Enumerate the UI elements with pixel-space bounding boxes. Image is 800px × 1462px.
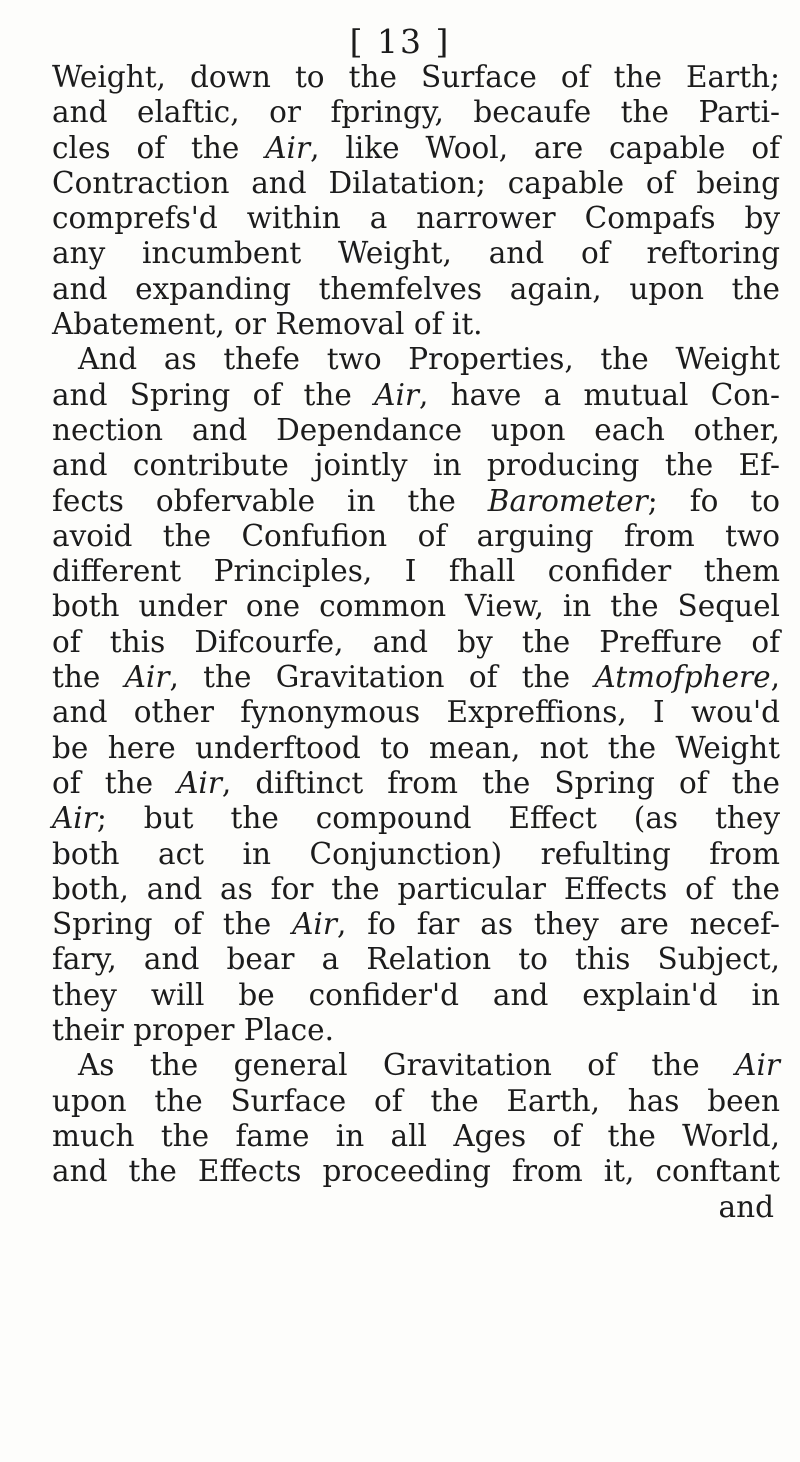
- text-run: they will be confider'd and explain'd in: [52, 977, 780, 1012]
- text-line: [52, 95, 780, 130]
- text-line: [52, 872, 780, 907]
- italic-term: Barometer: [487, 483, 648, 518]
- text-run: and expanding themfelves again, upon the: [52, 271, 780, 306]
- text-line: [52, 131, 780, 166]
- text-run: Weight, down to the Surface of the Earth;: [52, 60, 780, 94]
- text-run: of the: [52, 765, 178, 800]
- italic-term: Air: [735, 1048, 780, 1083]
- text-run: , have a mutual Con-: [419, 377, 780, 412]
- text-run: nection and Dependance upon each other,: [52, 412, 780, 447]
- text-run: any incumbent Weight, and of reftoring: [52, 236, 780, 271]
- text-run: different Principles, I fhall confider them: [52, 554, 780, 589]
- text-line: [52, 625, 780, 660]
- text-line: [52, 942, 780, 977]
- text-line: [52, 1013, 780, 1048]
- italic-term: Air: [124, 660, 170, 695]
- body-text: [52, 60, 780, 1225]
- text-run: and: [718, 1189, 774, 1224]
- text-run: be here underftood to mean, not the Weight: [52, 730, 780, 765]
- text-line: [52, 978, 780, 1013]
- text-line: [52, 907, 780, 942]
- page-number: [ 13 ]: [349, 22, 451, 61]
- text-line: [52, 519, 780, 554]
- text-line: [52, 448, 780, 483]
- text-run: and other fynonymous Expreffions, I wou'd: [52, 695, 780, 730]
- text-run: , like Wool, are capable of: [310, 130, 780, 165]
- text-line: [52, 272, 780, 307]
- text-run: the: [52, 660, 125, 695]
- italic-term: Air: [374, 377, 419, 412]
- italic-term: Atmofphere: [594, 660, 771, 695]
- italic-term: Air: [52, 801, 97, 836]
- text-line: [52, 166, 780, 201]
- text-run: and Spring of the: [52, 377, 375, 412]
- text-line: [52, 766, 780, 801]
- text-run: upon the Surface of the Earth, has been: [52, 1083, 780, 1118]
- text-run: ; fo to: [647, 483, 780, 518]
- text-run: ,: [770, 660, 780, 695]
- text-line: [52, 484, 780, 519]
- text-line: [52, 201, 780, 236]
- text-run: Spring of the: [52, 907, 293, 942]
- text-line: [52, 1154, 780, 1189]
- catchword: [52, 1190, 780, 1225]
- text-run: As the general Gravitation of the: [78, 1048, 736, 1083]
- text-run: ; but the compound Effect (as they: [96, 801, 780, 836]
- text-run: , diftinct from the Spring of the: [221, 765, 780, 800]
- text-run: , the Gravitation of the: [169, 660, 595, 695]
- text-line: [52, 695, 780, 730]
- text-line: [52, 589, 780, 624]
- text-run: and contribute jointly in producing the Ef-: [52, 448, 780, 483]
- text-run: much the fame in all Ages of the World,: [52, 1118, 780, 1153]
- text-line: [52, 554, 780, 589]
- italic-term: Air: [292, 907, 337, 942]
- text-run: of this Difcourfe, and by the Preffure of: [52, 624, 780, 659]
- text-line: [52, 413, 780, 448]
- text-line: [52, 837, 780, 872]
- text-line: [52, 307, 780, 342]
- text-run: both under one common View, in the Sequel: [52, 589, 780, 624]
- text-run: And as thefe two Properties, the Weight: [78, 342, 780, 377]
- text-line: [52, 378, 780, 413]
- text-run: both, and as for the particular Effects of the: [52, 871, 780, 906]
- text-run: Abatement, or Removal of it.: [52, 307, 483, 342]
- text-run: avoid the Confufion of arguing from two: [52, 518, 780, 553]
- text-run: , fo far as they are necef-: [336, 907, 780, 942]
- italic-term: Air: [177, 765, 222, 800]
- text-run: cles of the: [52, 130, 266, 165]
- text-line: [52, 801, 780, 836]
- italic-term: Air: [265, 130, 311, 165]
- text-run: comprefs'd within a narrower Compafs by: [52, 201, 780, 236]
- text-run: and elaftic, or fpringy, becaufe the Parti-: [52, 95, 780, 130]
- text-run: and the Effects proceeding from it, conftant: [52, 1154, 780, 1189]
- text-line: [52, 60, 780, 95]
- text-run: both act in Conjunction) refulting from: [52, 836, 780, 871]
- text-line: [52, 236, 780, 271]
- text-line: [52, 1084, 780, 1119]
- text-line: [52, 342, 780, 377]
- text-line: [52, 660, 780, 695]
- text-run: their proper Place.: [52, 1013, 335, 1048]
- text-line: [52, 1048, 780, 1083]
- text-run: fects obfervable in the: [52, 483, 488, 518]
- text-run: Contraction and Dilatation; capable of being: [52, 165, 780, 200]
- text-run: fary, and bear a Relation to this Subject,: [52, 942, 780, 977]
- text-line: [52, 731, 780, 766]
- text-line: [52, 1119, 780, 1154]
